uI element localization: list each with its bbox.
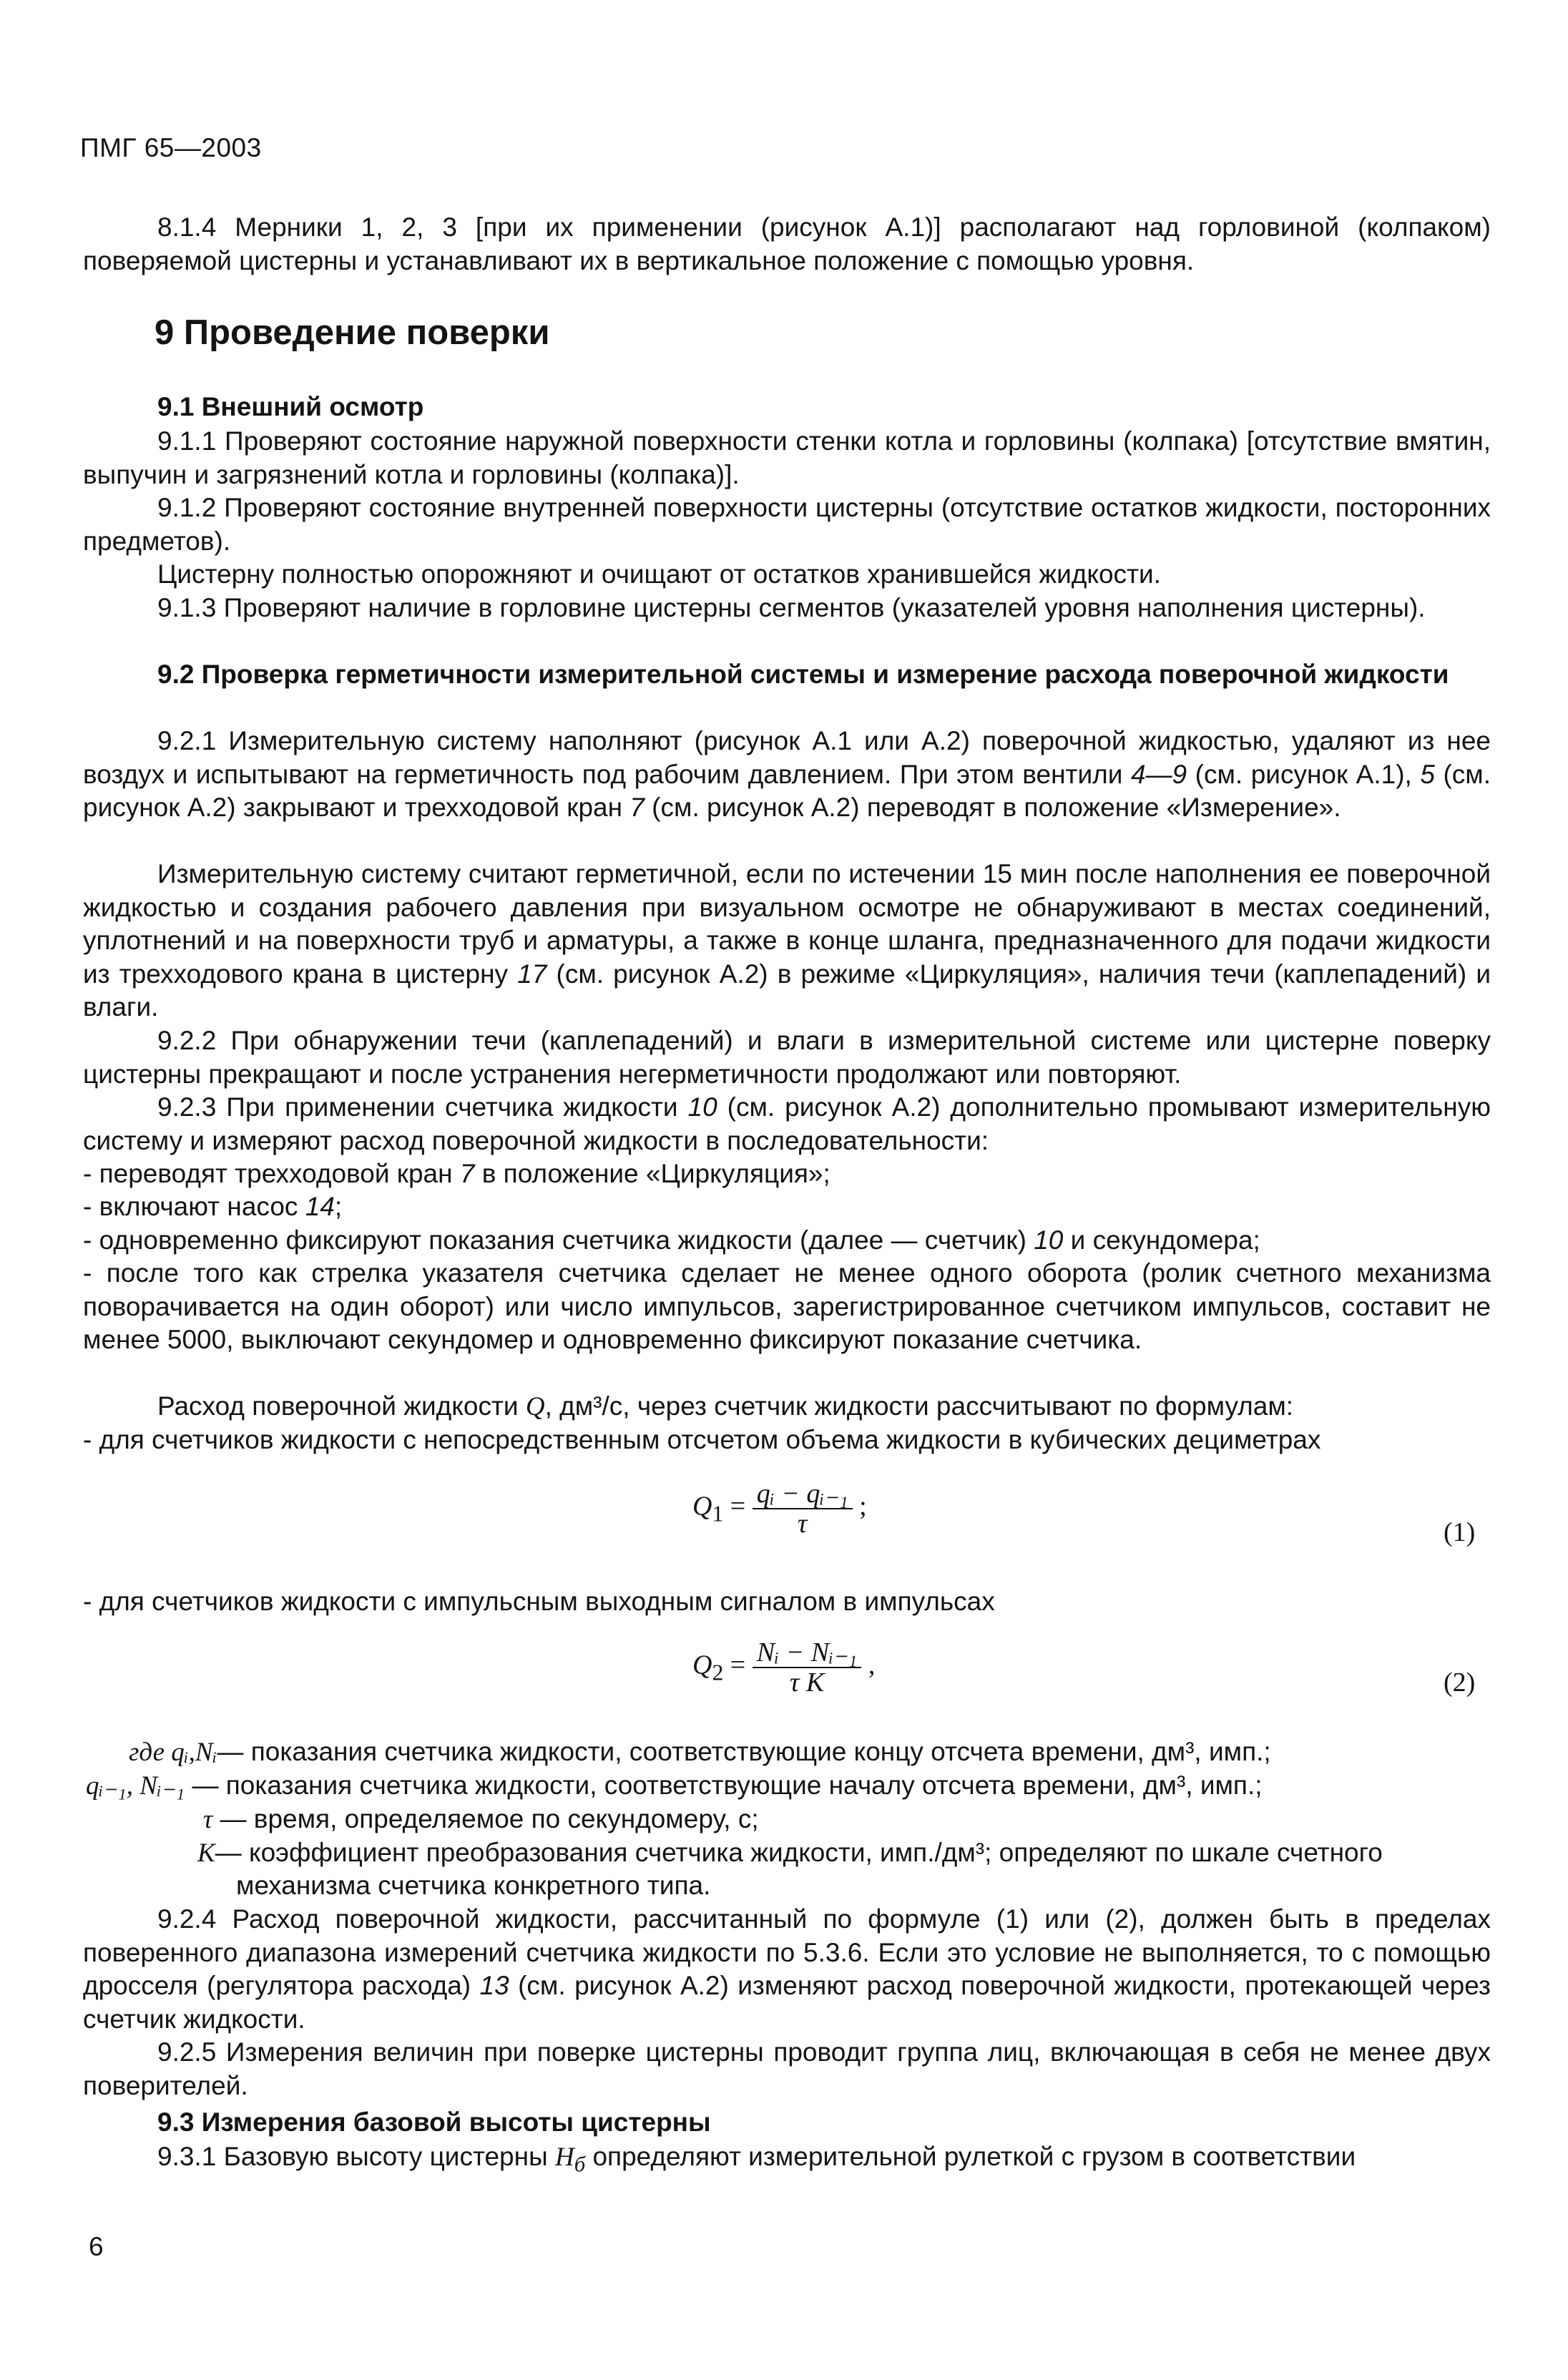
legend-row-coefficient-cont: механизма счетчика конкретного типа. bbox=[236, 1871, 711, 1900]
equation-number-1: (1) bbox=[1444, 1517, 1476, 1547]
paragraph-9-1-2-b: Цистерну полностью опорожняют и очищают от остатков хранившейся жидкости. bbox=[157, 559, 1161, 589]
legend-row-coefficient: K— коэффициент преобразования счетчика жидкости, имп./дм³; определяют по шкале счетного bbox=[197, 1838, 1383, 1868]
list-item-valve: - переводят трехходовой кран 7 в положение «Циркуляция»; bbox=[83, 1159, 830, 1188]
legend-row-time: τ — время, определяемое по секундомеру, с; bbox=[203, 1804, 759, 1834]
paragraph-flow-rate: Расход поверочной жидкости Q, дм³/с, через счетчик жидкости рассчитывают по формулам: bbox=[157, 1391, 1294, 1421]
formula-2: $Q_2$ = $\frac{\text{Nᵢ − Nᵢ₋₁}}{\text{τ K}}$ , bbox=[692, 1637, 876, 1698]
legend-row-end: где qᵢ,Nᵢ— показания счетчика жидкости, соответствующие концу отсчета времени, дм³, имп.; bbox=[129, 1737, 1271, 1767]
paragraph-9-2-1-b: Измерительную систему считают герметичной, если по истечении 15 мин после наполнения ее поверочной жидкостью и создания рабочего давления при визуальном осмотре не обнаруживают в местах соединений, уплотнений и на поверхности труб и арматуры, а также в конце шланга, предназначенного для подачи жидкости из трехходового крана в цистерну 17 (см. рисунок А.2) в режиме «Циркуляция», наличия течи (каплепадений) и влаги. bbox=[83, 859, 1491, 1022]
paragraph-8-1-4: 8.1.4 Мерники 1, 2, 3 [при их применении (рисунок А.1)] располагают над горловиной (колпаком) поверяемой цистерны и устанавливают их в вертикальное положение с помощью уровня. bbox=[83, 212, 1491, 275]
list-item-record: - одновременно фиксируют показания счетчика жидкости (далее — счетчик) 10 и секундомера; bbox=[83, 1225, 1260, 1255]
list-item-stop: - после того как стрелка указателя счетчика сделает не менее одного оборота (ролик счетного механизма поворачивается на один оборот) или число импульсов, зарегистрированное счетчиком импульсов, составит не менее 5000, выключают секундомер и одновременно фиксируют показание счетчика. bbox=[83, 1258, 1491, 1354]
list-item-counters-pulse: - для счетчиков жидкости с импульсным выходным сигналом в импульсах bbox=[83, 1587, 995, 1616]
paragraph-9-1-2: 9.1.2 Проверяют состояние внутренней поверхности цистерны (отсутствие остатков жидкости, посторонних предметов). bbox=[83, 493, 1491, 556]
heading-9-3: 9.3 Измерения базовой высоты цистерны bbox=[157, 2107, 711, 2137]
document-header: ПМГ 65—2003 bbox=[80, 133, 262, 162]
equation-number-2: (2) bbox=[1444, 1668, 1476, 1698]
page-number: 6 bbox=[89, 2232, 104, 2261]
paragraph-9-1-3: 9.1.3 Проверяют наличие в горловине цистерны сегментов (указателей уровня наполнения цистерны). bbox=[157, 593, 1426, 622]
paragraph-9-2-1: 9.2.1 Измерительную систему наполняют (рисунок А.1 или А.2) поверочной жидкостью, удаляют из нее воздух и испытывают на герметичность под рабочим давлением. При этом вентили 4—9 (см. рисунок А.1), 5 (см. рисунок А.2) закрывают и трехходовой кран 7 (см. рисунок А.2) переводят в положение «Измерение». bbox=[83, 726, 1491, 822]
paragraph-9-2-4: 9.2.4 Расход поверочной жидкости, рассчитанный по формуле (1) или (2), должен быть в пределах поверенного диапазона измерений счетчика жидкости по 5.3.6. Если это условие не выполняется, то с помощью дросселя (регулятора расхода) 13 (см. рисунок А.2) изменяют расход поверочной жидкости, протекающей через счетчик жидкости. bbox=[83, 1904, 1491, 2034]
formula-1: $Q_1$ = $\frac{\text{qᵢ − qᵢ₋₁}}{\tau}$ ; bbox=[692, 1479, 867, 1539]
legend-row-start: qᵢ₋₁, Nᵢ₋₁ — показания счетчика жидкости, соответствующие началу отсчета времени, дм³, имп.; bbox=[86, 1771, 1263, 1801]
section-9-title: 9 Проведение поверки bbox=[155, 313, 550, 352]
paragraph-9-2-5: 9.2.5 Измерения величин при поверке цистерны проводит группа лиц, включающая в себя не менее двух поверителей. bbox=[83, 2037, 1491, 2100]
list-item-counters-direct: - для счетчиков жидкости с непосредственным отсчетом объема жидкости в кубических дециметрах bbox=[83, 1425, 1321, 1454]
heading-9-1: 9.1 Внешний осмотр bbox=[157, 392, 424, 421]
paragraph-9-2-2: 9.2.2 При обнаружении течи (каплепадений) и влаги в измерительной системе или цистерне поверку цистерны прекращают и после устранения негерметичности продолжают или повторяют. bbox=[83, 1026, 1491, 1089]
heading-9-2: 9.2 Проверка герметичности измерительной системы и измерение расхода поверочной жидкости bbox=[157, 660, 1449, 689]
paragraph-9-1-1: 9.1.1 Проверяют состояние наружной поверхности стенки котла и горловины (колпака) [отсутствие вмятин, выпучин и загрязнений котла и горловины (колпака)]. bbox=[83, 426, 1491, 489]
paragraph-9-3-1: 9.3.1 Базовую высоту цистерны $H_б$ определяют измерительной рулеткой с грузом в соответствии bbox=[157, 2142, 1356, 2177]
list-item-pump: - включают насос 14; bbox=[83, 1192, 343, 1221]
paragraph-9-2-3: 9.2.3 При применении счетчика жидкости 10 (см. рисунок А.2) дополнительно промывают измерительную систему и измеряют расход поверочной жидкости в последовательности: bbox=[83, 1092, 1491, 1155]
